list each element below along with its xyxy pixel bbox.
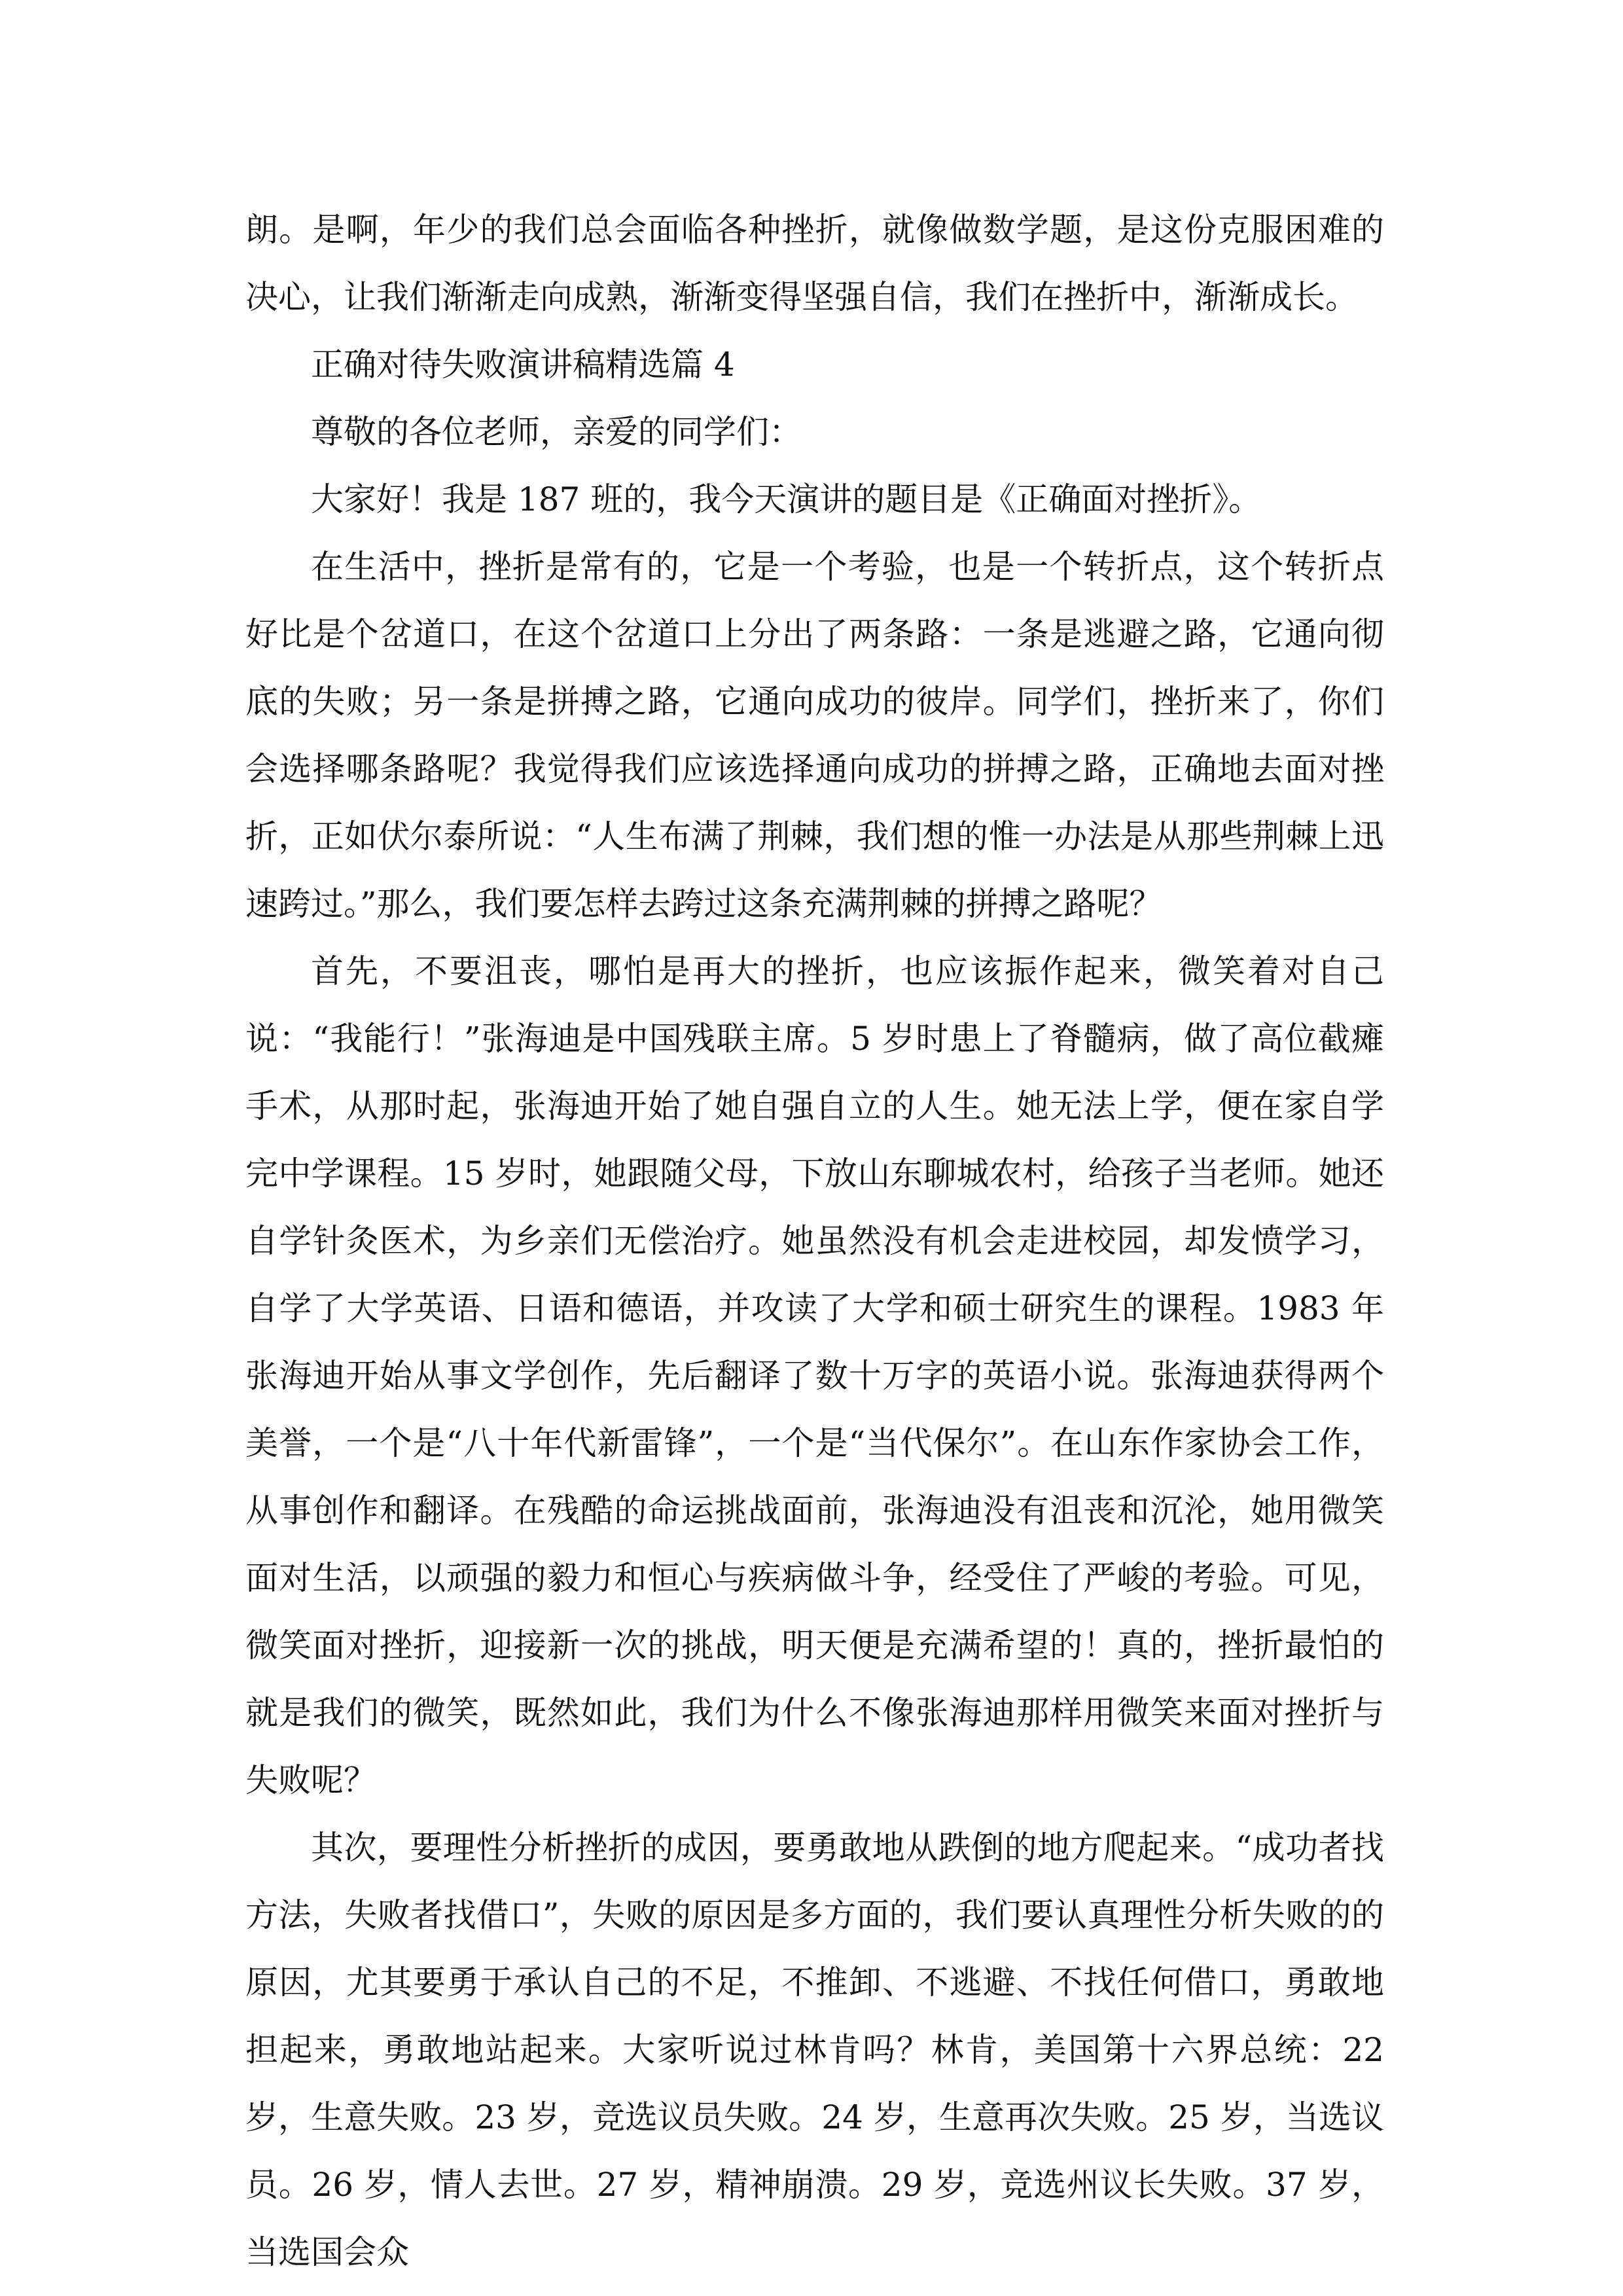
continued-paragraph: 朗。是啊，年少的我们总会面临各种挫折，就像做数学题，是这份克服困难的决心，让我们渐渐走向成熟，渐渐变得坚强自信，我们在挫折中，渐渐成长。 xyxy=(245,211,1384,316)
section-heading: 正确对待失败演讲稿精选篇 4 xyxy=(311,346,735,384)
body-paragraph: 在生活中，挫折是常有的，它是一个考验，也是一个转折点，这个转折点好比是个岔道口，在这个岔道口上分出了两条路：一条是逃避之路，它通向彻底的失败；另一条是拼搏之路，它通向成功的彼岸。同学们，挫折来了，你们会选择哪条路呢？我觉得我们应该选择通向成功的拼搏之路，正确地去面对挫折，正如伏尔泰所说：“人生布满了荆棘，我们想的惟一办法是从那些荆棘上迅速跨过。”那么，我们要怎样去跨过这条充满荆棘的拼搏之路呢？ xyxy=(245,548,1384,923)
salutation: 尊敬的各位老师，亲爱的同学们： xyxy=(311,413,802,451)
document-body xyxy=(245,196,1384,2286)
greeting-paragraph: 大家好！我是 187 班的，我今天演讲的题目是《正确面对挫折》。 xyxy=(311,480,1262,518)
body-paragraph: 首先，不要沮丧，哪怕是再大的挫折，也应该振作起来，微笑着对自己说：“我能行！”张海迪是中国残联主席。5 岁时患上了脊髓病，做了高位截瘫手术，从那时起，张海迪开始了她自强自立的人生。她无法上学，便在家自学完中学课程。15 岁时，她跟随父母，下放山东聊城农村，给孩子当老师。她还自学针灸医术，为乡亲们无偿治疗。她虽然没有机会走进校园，却发愤学习，自学了大学英语、日语和德语，并攻读了大学和硕士研究生的课程。1983 年张海迪开始从事文学创作，先后翻译了数十万字的英语小说。张海迪获得两个美誉，一个是“八十年代新雷锋”，一个是“当代保尔”。在山东作家协会工作，从事创作和翻译。在残酷的命运挑战面前，张海迪没有沮丧和沉沦，她用微笑面对生活，以顽强的毅力和恒心与疾病做斗争，经受住了严峻的考验。可见，微笑面对挫折，迎接新一次的挑战，明天便是充满希望的！真的，挫折最怕的就是我们的微笑，既然如此，我们为什么不像张海迪那样用微笑来面对挫折与失败呢？ xyxy=(245,952,1384,1799)
body-paragraph: 其次，要理性分析挫折的成因，要勇敢地从跌倒的地方爬起来。“成功者找方法，失败者找借口”，失败的原因是多方面的，我们要认真理性分析失败的的原因，尤其要勇于承认自己的不足，不推卸、不逃避、不找任何借口，勇敢地担起来，勇敢地站起来。大家听说过林肯吗？林肯，美国第十六界总统：22 岁，生意失败。23 岁，竞选议员失败。24 岁，生意再次失败。25 岁，当选议员。26 岁，情人去世。27 岁，精神崩溃。29 岁，竞选州议长失败。37 岁，当选国会众 xyxy=(245,1829,1384,2271)
